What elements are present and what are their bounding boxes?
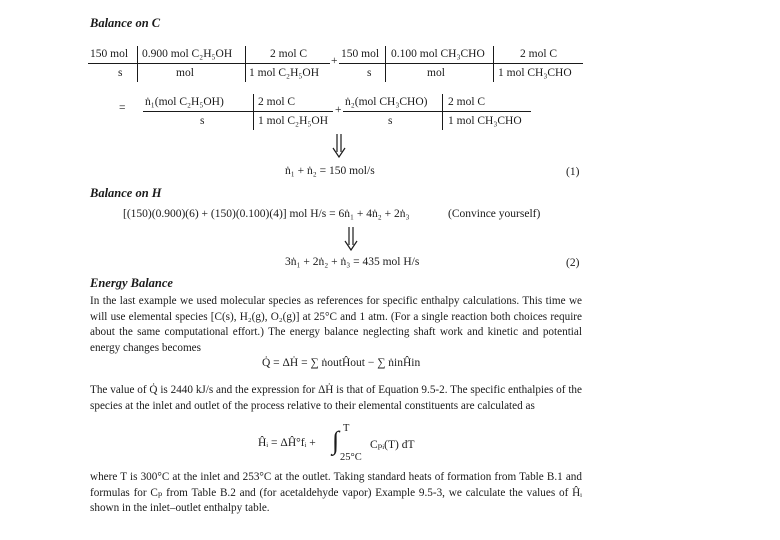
cell-s4-top: 2 mol C: [448, 96, 486, 108]
cell-c1-bot: s: [118, 67, 123, 79]
divider: [253, 94, 254, 130]
cell-c4-bot: s: [367, 67, 372, 79]
fraction-line: [343, 111, 531, 112]
equation-1: ṅ₁ + ṅ₂ = 150 mol/s: [285, 165, 375, 177]
implies-down-arrow-icon: [343, 227, 359, 251]
paragraph-heats-of-formation: where T is 300°C at the inlet and 253°C at the outlet. Taking standard heats of formation from Table B.1 and formulas for Cₚ from Table B.2 and (for acetaldehyde vapor) Example 9.5-3, we calculate the values of Ĥᵢ shown in the inlet–outlet enthalpy table.: [90, 471, 582, 514]
cell-c2-top: 0.900 mol C₂H₅OH: [142, 48, 233, 60]
paragraph-references: In the last example we used molecular species as references for specific enthalpy calculations. This time we will use elemental species [C(s), H₂(g), O₂(g)] at 25°C and 1 atm. (For a single reaction both choices require about the same computational effort.) The energy balance neglecting shaft work and kinetic and potential energy changes becomes: [90, 295, 582, 354]
cell-s3-top: ṅ₂(mol CH₃CHO): [345, 96, 428, 108]
energy-balance-equation: Q̇ = ΔḢ = ∑ ṅoutĤout − ∑ ṅinĤin: [262, 357, 421, 369]
equals-sign: =: [119, 102, 126, 114]
cell-c1-top: 150 mol: [90, 48, 129, 60]
heading-balance-on-c: Balance on C: [90, 16, 161, 30]
cell-c3-top: 2 mol C: [270, 48, 308, 60]
cell-s2-top: 2 mol C: [258, 96, 296, 108]
plus-sign: +: [335, 104, 342, 116]
equation-2: 3ṅ₁ + 2ṅ₂ + ṅ₃ = 435 mol H/s: [285, 256, 420, 268]
equation-1-number: (1): [566, 166, 580, 178]
cell-c5-bot: mol: [427, 67, 445, 79]
equation-2-number: (2): [566, 257, 580, 269]
plus-sign: +: [331, 55, 338, 67]
hi-lhs: Ĥᵢ = ΔĤ°fᵢ +: [258, 437, 316, 449]
integral-sign-icon: ∫: [332, 426, 340, 455]
implies-down-arrow-icon: [331, 134, 347, 158]
cell-c4-top: 150 mol: [341, 48, 380, 60]
divider: [385, 46, 386, 82]
cell-c6-top: 2 mol C: [520, 48, 558, 60]
hydrogen-balance-note: (Convince yourself): [448, 208, 541, 220]
heading-balance-on-h: Balance on H: [90, 186, 162, 200]
integral-upper-limit: T: [343, 423, 350, 434]
cell-s3-bot: s: [388, 115, 393, 127]
divider: [442, 94, 443, 130]
fraction-line: [88, 63, 330, 64]
integral-lower-limit: 25°C: [340, 452, 362, 463]
divider: [493, 46, 494, 82]
paragraph-specific-enthalpies: The value of Q̇ is 2440 kJ/s and the expression for ΔḢ is that of Equation 9.5-2. The specific enthalpies of the species at the inlet and outlet of the process relative to their elemental constituents are calculated as: [90, 384, 582, 412]
hydrogen-balance-equation: [(150)(0.900)(6) + (150)(0.100)(4)] mol H/s = 6ṅ₁ + 4ṅ₂ + 2ṅ₃: [123, 208, 410, 220]
cell-c5-top: 0.100 mol CH₃CHO: [391, 48, 485, 60]
divider: [245, 46, 246, 82]
cell-c2-bot: mol: [176, 67, 194, 79]
integrand: Cₚᵢ(T) dT: [370, 439, 415, 451]
cell-c3-bot: 1 mol C₂H₅OH: [249, 67, 319, 79]
fraction-line: [143, 111, 333, 112]
fraction-line: [339, 63, 583, 64]
heading-energy-balance: Energy Balance: [90, 276, 173, 290]
divider: [137, 46, 138, 82]
cell-s1-bot: s: [200, 115, 205, 127]
cell-c6-bot: 1 mol CH₃CHO: [498, 67, 572, 79]
cell-s2-bot: 1 mol C₂H₅OH: [258, 115, 328, 127]
cell-s1-top: ṅ₁(mol C₂H₅OH): [145, 96, 224, 108]
cell-s4-bot: 1 mol CH₃CHO: [448, 115, 522, 127]
